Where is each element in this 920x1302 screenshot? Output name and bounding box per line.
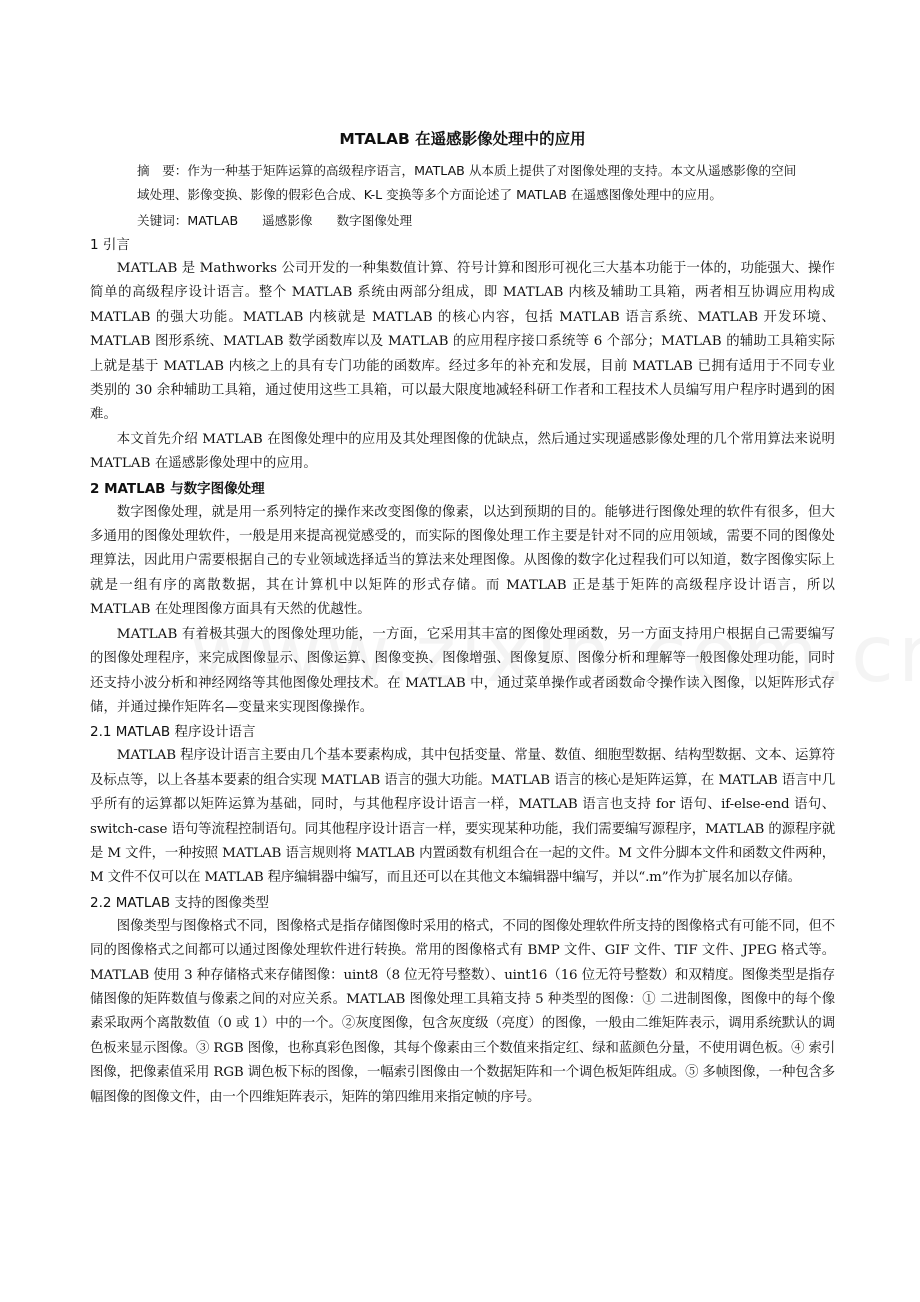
paragraph: 数字图像处理，就是用一系列特定的操作来改变图像的像素，以达到预期的目的。能够进行图像处理的软件有很多，但大多通用的图像处理软件，一般是用来提高视觉感受的，而实际的图像处理工作主要是针对不同的应用领域，需要不同的图像处理算法，因此用户需要根据自己的专业领域选择适当的算法来处理图像。从图像的数字化过程我们可以知道，数字图像实际上就是一组有序的离散数据，其在计算机中以矩阵的形式存储。而 MATLAB 正是基于矩阵的高级程序设计语言，所以 MATLAB 在处理图像方面具有天然的优越性。 <box>90 504 835 618</box>
abstract: 摘 要：作为一种基于矩阵运算的高级程序语言，MATLAB 从本质上提供了对图像处理的支持。本文从遥感影像的空间域处理、影像变换、影像的假彩色合成、K-L 变换等多个方面论述了 MATLAB 在遥感图像处理中的应用。 <box>137 163 797 202</box>
keywords <box>137 209 835 233</box>
paragraph: 本文首先介绍 MATLAB 在图像处理中的应用及其处理图像的优缺点，然后通过实现遥感影像处理的几个常用算法来说明 MATLAB 在遥感影像处理中的应用。 <box>90 431 835 472</box>
page-title: MTALAB 在遥感影像处理中的应用 <box>339 130 586 148</box>
paragraph: MATLAB 是 Mathworks 公司开发的一种集数值计算、符号计算和图形可视化三大基本功能于一体的，功能强大、操作简单的高级程序设计语言。整个 MATLAB 系统由两部分组成，即 MATLAB 内核及辅助工具箱，两者相互协调应用构成 MATLAB 的强大功能。MATLAB 内核就是 MATLAB 的核心内容，包括 MATLAB 语言系统、MATLAB 开发环境、MATLAB 图形系统、MATLAB 数学函数库以及 MATLAB 的应用程序接口系统等 6 个部分；MATLAB 的辅助工具箱实际上就是基于 MATLAB 内核之上的具有专门功能的函数库。经过多年的补充和发展，目前 MATLAB 已拥有适用于不同专业类别的 30 余种辅助工具箱，通过使用这些工具箱，可以最大限度地减轻科研工作者和工程技术人员编写用户程序时遇到的困难。 <box>90 261 835 423</box>
keyword: MATLAB <box>187 213 239 228</box>
keyword: 数字图像处理 <box>336 213 413 228</box>
keywords-label: 关键词： <box>137 213 188 228</box>
section-heading-2-1: 2.1 MATLAB 程序设计语言 <box>90 724 256 741</box>
paragraph: MATLAB 程序设计语言主要由几个基本要素构成，其中包括变量、常量、数值、细胞型数据、结构型数据、文本、运算符及标点等，以上各基本要素的组合实现 MATLAB 语言的强大功能。MATLAB 语言的核心是矩阵运算，在 MATLAB 语言中几乎所有的运算都以矩阵运算为基础，同时，与其他程序设计语言一样，MATLAB 语言也支持 for 语句、if-else-end 语句、switch-case 语句等流程控制语句。同其他程序设计语言一样，要实现某种功能，我们需要编写源程序，MATLAB 的源程序就是 M 文件，一种按照 MATLAB 语言规则将 MATLAB 内置函数有机组合在一起的文件。M 文件分脚本文件和函数文件两种，M 文件不仅可以在 MATLAB 程序编辑器中编写，而且还可以在其他文本编辑器中编写，并以“.m”作为扩展名加以存储。 <box>90 748 835 886</box>
section-heading-2: 2 MATLAB 与数字图像处理 <box>90 480 265 497</box>
document-page <box>90 128 835 1110</box>
section-heading-2-2: 2.2 MATLAB 支持的图像类型 <box>90 894 269 911</box>
section-heading-1: 1 引言 <box>90 237 130 253</box>
paragraph: 图像类型与图像格式不同，图像格式是指存储图像时采用的格式，不同的图像处理软件所支持的图像格式有可能不同，但不同的图像格式之间都可以通过图像处理软件进行转换。常用的图像格式有 BMP 文件、GIF 文件、TIF 文件、JPEG 格式等。MATLAB 使用 3 种存储格式来存储图像：uint8（8 位无符号整数）、uint16（16 位无符号整数）和双精度。图像类型是指存储图像的矩阵数值与像素之间的对应关系。MATLAB 图像处理工具箱支持 5 种类型的图像：① 二进制图像，图像中的每个像素采取两个离散数值（0 或 1）中的一个。②灰度图像，包含灰度级（亮度）的图像，一般由二维矩阵表示，调用系统默认的调色板来显示图像。③ RGB 图像，也称真彩色图像，其每个像素由三个数值来指定红、绿和蓝颜色分量，不使用调色板。④ 索引图像，把像素值采用 RGB 调色板下标的图像，一幅索引图像由一个数据矩阵和一个调色板矩阵组成。⑤ 多帧图像，一种包含多幅图像的图像文件，由一个四维矩阵表示，矩阵的第四维用来指定帧的序号。 <box>90 918 835 1105</box>
paragraph: MATLAB 有着极其强大的图像处理功能，一方面，它采用其丰富的图像处理函数，另一方面支持用户根据自己需要编写的图像处理程序，来完成图像显示、图像运算、图像变换、图像增强、图像复原、图像分析和理解等一般图像处理功能，同时还支持小波分析和神经网络等其他图像处理技术。在 MATLAB 中，通过菜单操作或者函数命令操作读入图像，以矩阵形式存储，并通过操作矩阵名—变量来实现图像操作。 <box>90 626 835 715</box>
keyword: 遥感影像 <box>262 213 313 228</box>
